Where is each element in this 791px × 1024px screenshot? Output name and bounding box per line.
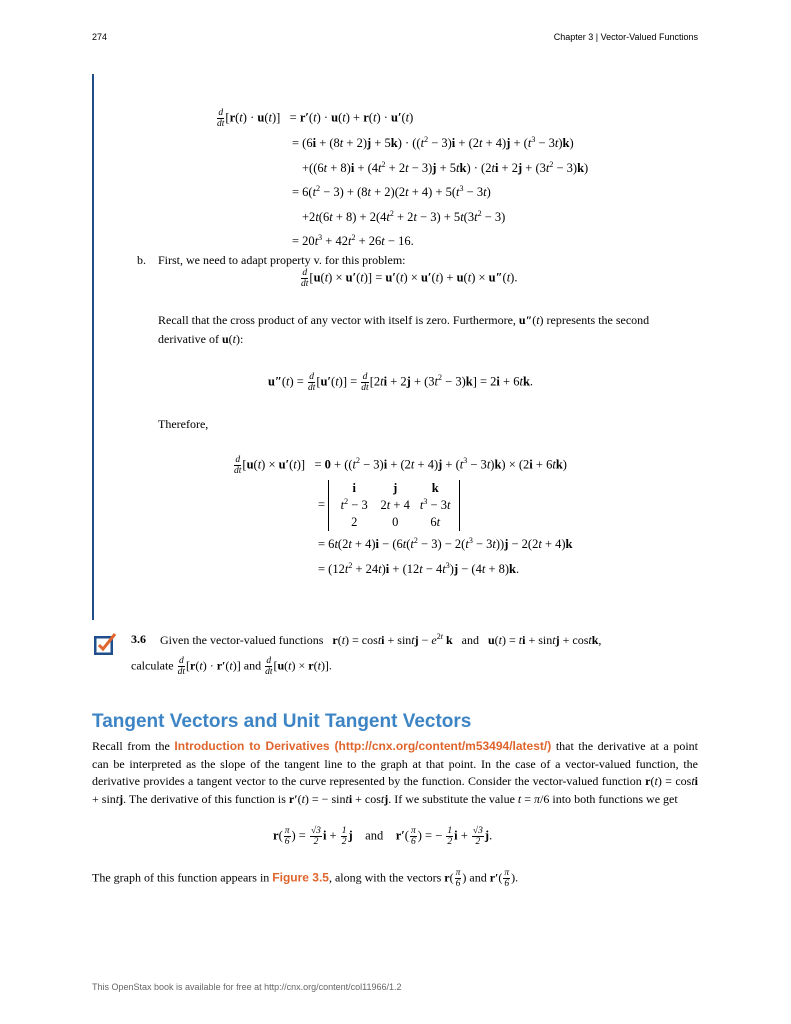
checkpoint-line-1: Given the vector-valued functions r(t) = costi + sintj − $e^{2t}$ k and u(t) = ti + sintj + costk,: [160, 632, 602, 647]
determinant-matrix: i j k $t^2 - 3$ 2t + 4 $t^3 - 3t$ 2 0 6t: [328, 480, 460, 531]
eq-determinant: = i j k $t^2 - 3$ 2t + 4 $t^3 - 3t$ 2 0 6t: [318, 480, 460, 531]
intro-derivatives-link[interactable]: Introduction to Derivatives (http://cnx.org/content/m53494/latest/): [174, 739, 552, 753]
checkpoint-number: 3.6: [131, 632, 146, 646]
eq-line-2: = $(6i + (8t + 2)j + 5k) \cdot ((t^2 - 3)i + (2t + 4)j + (t^3 - 3t)k)$: [292, 134, 574, 150]
eq-line-6: = $20t^3 + 42t^2 + 26t - 16$.: [292, 232, 414, 248]
example-side-bar: [92, 74, 94, 620]
therefore-text: Therefore,: [158, 417, 209, 431]
eq-cross-line-1: $\frac{d}{dt}$ $[u(t) \times u'(t)] = 0 + ((t^2 - 3)i + (2t + 4)j + (t^3 - 3t)k) \times (2i + 6tk)$: [234, 455, 567, 476]
section-paragraph-1: Recall from the Introduction to Derivatives (http://cnx.org/content/m53494/latest/) that the derivative at a point can be interpreted as the slope of the tangent line to the graph at that point. In the case of a vector-valued function, the derivative provides a tangent vector to the curve represented by the function. Consider the vector-valued function r(t) = costi + sintj. The derivative of this function is r′(t) = − sinti + costj. If we substitute the value t = π/6 into both functions we get: [92, 739, 699, 806]
page-number: 274: [92, 32, 108, 42]
eq-line-1: $\frac{d}{dt}$ [r(t) · u(t)] = r′(t) · u(t) + r(t) · u′(t): [217, 108, 414, 129]
checkpoint-line-2: calculate $\frac{d}{dt}$ [r(t) · r′(t)] and $\frac{d}{dt}$ [u(t) × r(t)].: [131, 656, 332, 677]
eq-property-v: $\frac{d}{dt}$ [u(t) × u′(t)] = u′(t) × u′(t) + u(t) × u″(t).: [301, 268, 518, 289]
chapter-title: Chapter 3 | Vector-Valued Functions: [553, 32, 698, 42]
eq-second-derivative: u″(t) = $\frac{d}{dt}$ [u′(t)] = $\frac{d}{dt}$ $[2ti + 2j + (3t^2 - 3)k] = 2i + 6tk$.: [268, 372, 534, 393]
section-title: Tangent Vectors and Unit Tangent Vectors: [92, 711, 472, 732]
eq-cross-line-3: = $6t(2t + 4)i - (6t(t^2 - 3) - 2(t^3 - 3t))j - 2(2t + 4)k$: [318, 535, 573, 551]
footer-text: This OpenStax book is available for free at http://cnx.org/content/col11966/1.2: [92, 982, 402, 992]
eq-cross-line-4: = $(12t^2 + 24t)i + (12t - 4t^3)j - (4t + 8)k$.: [318, 560, 520, 576]
part-b-intro: First, we need to adapt property v. for this problem:: [158, 253, 406, 267]
eq-tangent-values: r( $\frac{\pi}{6}$ ) = $\frac{√3}{2}$ i + $\frac{1}{2}$ j and r′( $\frac{\pi}{6}$ ) = − $\frac{1}{2}$ i + $\frac{√3}{2}$ j.: [273, 826, 493, 847]
figure-3-5-link[interactable]: Figure 3.5: [272, 870, 329, 885]
eq-line-5: $+2t(6t + 8) + 2(4t^2 + 2t - 3) + 5t(3t^2 - 3)$: [302, 208, 506, 224]
recall-paragraph: Recall that the cross product of any vector with itself is zero. Furthermore, u″(t) represents the second derivative of u(t):: [158, 313, 650, 346]
part-b-label: b.: [137, 253, 146, 267]
checkmark-clipboard-icon: [93, 632, 117, 656]
eq-line-4: = $6(t^2 - 3) + (8t + 2)(2t + 4) + 5(t^3 - 3t)$: [292, 183, 491, 199]
eq-line-3: $+((6t + 8)i + (4t^2 + 2t - 3)j + 5tk) \cdot (2ti + 2j + (3t^2 - 3)k)$: [302, 159, 589, 175]
graph-sentence: The graph of this function appears in Figure 3.5, along with the vectors r( $\frac{\pi}{6}$ ) and r′( $\frac{\pi}{6}$ ).: [92, 868, 519, 889]
